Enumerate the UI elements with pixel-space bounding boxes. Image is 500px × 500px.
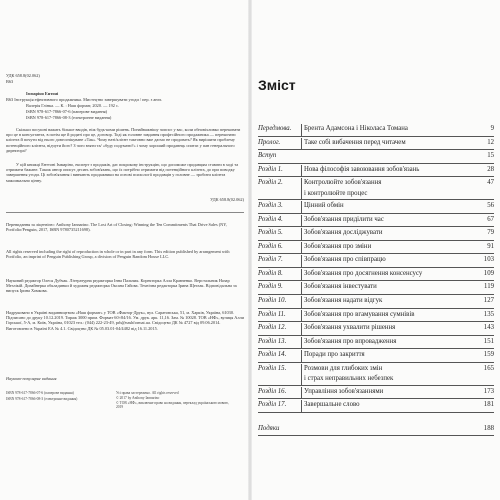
toc-page-number: 165 <box>483 364 494 372</box>
annotation-paragraph: Скільки посушні важать більше вводів, ніж будь-коми рiшень. Понайважнішу чоппcє у вас, коли обновіхливко переконати про це в консултанта, в потім ще й родиті про це, договор. Тоді як головне завдання професійного продажника — переконати клієнта й почути від нього довгоочікуване «Так». Чому наті/клієнт тактовно вже даємо не продовать? Як вирішити проблему потенційного клієнта, відчути його? З чого взяти та/ «буду подумати?» і чому хороший продавець спитає у пан генерального директора? <box>6 127 241 153</box>
toc-entry-title-line2: і страх неправильних небезпек <box>304 375 394 383</box>
toc-underline <box>258 335 494 336</box>
toc-separator <box>301 400 302 412</box>
toc-row <box>258 400 494 414</box>
toc-row <box>258 350 494 364</box>
toc-entry-label: Розділ 15. <box>258 364 287 372</box>
toc-entry-label: Розділ 17. <box>258 401 287 409</box>
isbn-bottom-ebook: ISBN 978-617-7866-08-3 (електронне видання) <box>6 397 78 401</box>
toc-entry-title: Зобов'язання про досягнення консенсусу <box>304 269 423 277</box>
toc-entry-label: Вступ <box>258 152 277 160</box>
toc-separator <box>301 269 302 281</box>
toc-entry-title: Зобов'язання інвестувати <box>304 283 377 291</box>
toc-row <box>258 228 494 242</box>
toc-entry-title: Поради про закриття <box>304 351 365 359</box>
toc-entry-title: Зобов'язання про вгамування сумнівів <box>304 310 415 318</box>
toc-entry-title: Завершальне слово <box>304 401 360 409</box>
toc-row <box>258 282 494 296</box>
toc-separator <box>301 165 302 177</box>
toc-entry-title-line2: і контролюйте процес <box>304 189 368 197</box>
toc-separator <box>301 364 302 385</box>
toc-underline <box>258 163 494 164</box>
toc-row <box>258 310 494 324</box>
toc-underline <box>258 308 494 309</box>
toc-separator <box>301 124 302 136</box>
toc-page-number: 173 <box>483 387 494 395</box>
toc-entry-label: Розділ 9. <box>258 283 283 291</box>
author-name: Іммаріно Ентоні <box>26 91 59 96</box>
toc-page-number: 79 <box>487 229 494 237</box>
toc-page-number: 109 <box>483 269 494 277</box>
toc-entry-title: Цінний обмін <box>304 202 344 210</box>
bibliographic-header-2: Валерія Глінка. — К. : Наш формат, 2020. — 192 с. <box>26 103 119 108</box>
toc-row <box>258 364 494 387</box>
toc-page-number: 188 <box>483 424 494 432</box>
toc-underline <box>258 136 494 137</box>
page-title: Зміст <box>258 77 296 93</box>
toc-entry-title: Контролюйте зобов'язання <box>304 179 382 187</box>
toc-entry-label: Розділ 14. <box>258 351 287 359</box>
toc-separator <box>301 201 302 213</box>
toc-page-number: 159 <box>483 351 494 359</box>
toc-entry-title: Зобов'язання про співпрацю <box>304 256 386 264</box>
printing-info: Надруковано в Україні видавництвом «Наш формат» у ТОВ «Фактор-Друк», вул. Саратовська, 51, м. Харків, Україна, 61030. Підписано до друку 10.12.2019. Тираж 3000 прим. Формат 60×84/16. Ум. друк. арк. 11,16. Зам. № 10028. ТОВ «НФ», вулиця Алли Горської, 5-А, м. Київ, Україна, 01023 тел.: (044) 222-23-49, prh@nashformat.ua. Свідоцтво ДК № 4727 від 09.06.2014. Виготовлено в Україні ЕА № 4.1. Свідоцтво ДК № 05.03.01-04/4482 від 16.11.2015. <box>6 310 244 331</box>
udk-code-repeat: УДК 658.8(02.062) <box>210 197 244 202</box>
toc-separator <box>301 310 302 322</box>
toc-separator <box>301 350 302 362</box>
toc-entry-title: Зобов'язання досліджувати <box>304 229 383 237</box>
toc-page-number: 15 <box>487 152 494 160</box>
toc-separator <box>301 242 302 254</box>
divider-rule <box>6 212 244 213</box>
toc-row <box>258 269 494 283</box>
toc-entry-label: Розділ 2. <box>258 179 283 187</box>
toc-separator <box>301 138 302 150</box>
toc-row <box>258 215 494 229</box>
toc-entry-label: Розділ 16. <box>258 387 287 395</box>
toc-row <box>258 165 494 179</box>
toc-row <box>258 242 494 256</box>
toc-page-number: 181 <box>483 401 494 409</box>
toc-underline <box>258 435 494 436</box>
toc-page-number: 151 <box>483 337 494 345</box>
edition-type: Науково-популярне видання <box>6 376 57 381</box>
toc-underline <box>258 362 494 363</box>
toc-row <box>258 387 494 401</box>
toc-row <box>258 296 494 310</box>
toc-entry-title: Управління зобов'язаннями <box>304 387 384 395</box>
toc-separator <box>301 178 302 199</box>
toc-entry-label: Розділ 7. <box>258 256 283 264</box>
toc-entry-label: Розділ 13. <box>258 337 287 345</box>
toc-entry-label: Розділ 12. <box>258 324 287 332</box>
toc-page-number: 91 <box>487 242 494 250</box>
toc-page-number: 9 <box>490 125 494 132</box>
isbn-ebook: ISBN 978-617-7866-08-3 (електронне видання) <box>26 115 112 120</box>
toc-underline <box>258 199 494 200</box>
table-of-contents <box>258 124 494 437</box>
isbn-bottom-print: ISBN 978-617-7866-07-6 (паперове видання) <box>6 391 74 395</box>
toc-page-number: 28 <box>487 165 494 173</box>
udk-code: УДК 658.8(02.062) <box>6 73 40 78</box>
toc-entry-title: Зобов'язання ухвалити рішення <box>304 324 396 332</box>
toc-underline <box>258 321 494 322</box>
copyright-line-2: © 2017 by Anthony Iannarino <box>116 396 160 400</box>
toc-row <box>258 424 494 438</box>
toc-entry-label: Розділ 1. <box>258 165 283 173</box>
toc-entry-title: Зобов'язання надати відгук <box>304 297 383 305</box>
toc-underline <box>258 176 494 177</box>
toc-page-number: 135 <box>483 310 494 318</box>
toc-entry-title: Зобов'язання приділити час <box>304 215 384 223</box>
toc-underline <box>258 267 494 268</box>
toc-row <box>258 201 494 215</box>
toc-entry-label: Передмова. <box>258 125 292 132</box>
toc-page-number: 47 <box>487 179 494 187</box>
toc-entry-title: Таке собі вибачення перед читачем <box>304 138 406 146</box>
toc-underline <box>258 412 494 413</box>
toc-underline <box>258 294 494 295</box>
toc-underline <box>258 253 494 254</box>
annotation-paragraph-2: У цій книжці Енттоні Іммаріно, експерт з продажів, дає покрокову інструкцію, що допоможе продавцям ставати в ході та отримати бажане. Також автор описує десять зобов'язань, що їх потрібно отримати від потенційного клієнта, до при поводку завершення угоди. Ці зобов'язання і вивчають продажники на основі психології продавців у головне — зробити клієнта максимально цінну. <box>6 162 239 183</box>
credits-paragraph: Науковий редактор Олеся Дубчак. Літературна редакторка Інна Пальчик. Коректорка Алла Кравченко. Верстальник Назар Мезлікій. Дизайнерка обкладинки й художня редакторка Оксана Гайова. Технічна редакторка Ірина Щеглак. Відповідальна за випуск Ірина Хомкова. <box>6 278 237 294</box>
toc-entry-title: Зобов'язання про зміни <box>304 242 372 250</box>
toc-page-number: 67 <box>487 215 494 223</box>
toc-row <box>258 178 494 201</box>
toc-separator <box>301 228 302 240</box>
toc-separator <box>301 215 302 227</box>
toc-separator <box>301 323 302 335</box>
toc-entry-title: Брента Адамсона і Ніколаса Томана <box>304 125 408 132</box>
toc-separator <box>301 337 302 349</box>
toc-entry-label: Розділ 5. <box>258 229 283 237</box>
toc-row <box>258 337 494 351</box>
toc-underline <box>258 385 494 386</box>
toc-underline <box>258 280 494 281</box>
toc-entry-label: Розділ 6. <box>258 242 283 250</box>
toc-separator <box>301 282 302 294</box>
copyright-page <box>0 0 248 500</box>
toc-entry-label: Розділ 10. <box>258 297 287 305</box>
toc-entry-label: Пролог. <box>258 138 281 146</box>
toc-separator <box>301 387 302 399</box>
contents-page <box>252 0 500 500</box>
bibliographic-header: В63 Інструкція ефективного продажника. Мистецтво завершувати угоди / пер. з англ. <box>6 97 163 102</box>
toc-entry-title: Зобов'язання про впровадження <box>304 337 397 345</box>
toc-page-number: 56 <box>487 202 494 210</box>
toc-underline <box>258 240 494 241</box>
toc-row <box>258 151 494 165</box>
toc-entry-label: Розділ 3. <box>258 202 283 210</box>
toc-entry-title: Нова філософія завоювання зобов'язань <box>304 165 420 173</box>
toc-underline <box>258 213 494 214</box>
toc-page-number: 143 <box>483 324 494 332</box>
toc-underline <box>258 348 494 349</box>
toc-entry-label: Подяки <box>258 424 280 432</box>
toc-entry-title: Розмови для глибоких змін <box>304 364 383 372</box>
toc-page-number: 12 <box>487 138 494 146</box>
copyright-line-3: © ТОВ «НФ», виключне право на видання, переклад українською мовою, 2019 <box>116 401 229 410</box>
toc-separator <box>301 296 302 308</box>
toc-underline <box>258 398 494 399</box>
license-note: Перевидання за ліцензією: Anthony Iannarino. The Lost Art of Closing: Winning the Ten Commitments That Drive Sales (NY, Portfolio/Penguin, 2017, ISBN 9780735211698). <box>6 222 227 233</box>
toc-row <box>258 255 494 269</box>
toc-entry-label: Розділ 8. <box>258 269 283 277</box>
toc-page-number: 103 <box>483 256 494 264</box>
toc-underline <box>258 226 494 227</box>
toc-page-number: 127 <box>483 297 494 305</box>
copyright-line-1: Усі права застережено. All rights reserved <box>116 391 179 395</box>
rights-note: All rights reserved including the right of reproduction in whole or in part in any form. This edition published by arrangement with Portfolio, an imprint of Penguin Publishing Group, a division of Penguin Random House LLC. <box>6 249 230 260</box>
bbk-code: В63 <box>6 79 14 84</box>
toc-row <box>258 138 494 152</box>
toc-page-number: 119 <box>484 283 494 291</box>
toc-separator <box>301 255 302 267</box>
toc-entry-label: Розділ 4. <box>258 215 283 223</box>
toc-entry-label: Розділ 11. <box>258 310 286 318</box>
toc-row <box>258 124 494 138</box>
isbn-print: ISBN 978-617-7866-07-6 (паперове видання) <box>26 109 108 114</box>
toc-underline <box>258 149 494 150</box>
toc-row <box>258 323 494 337</box>
